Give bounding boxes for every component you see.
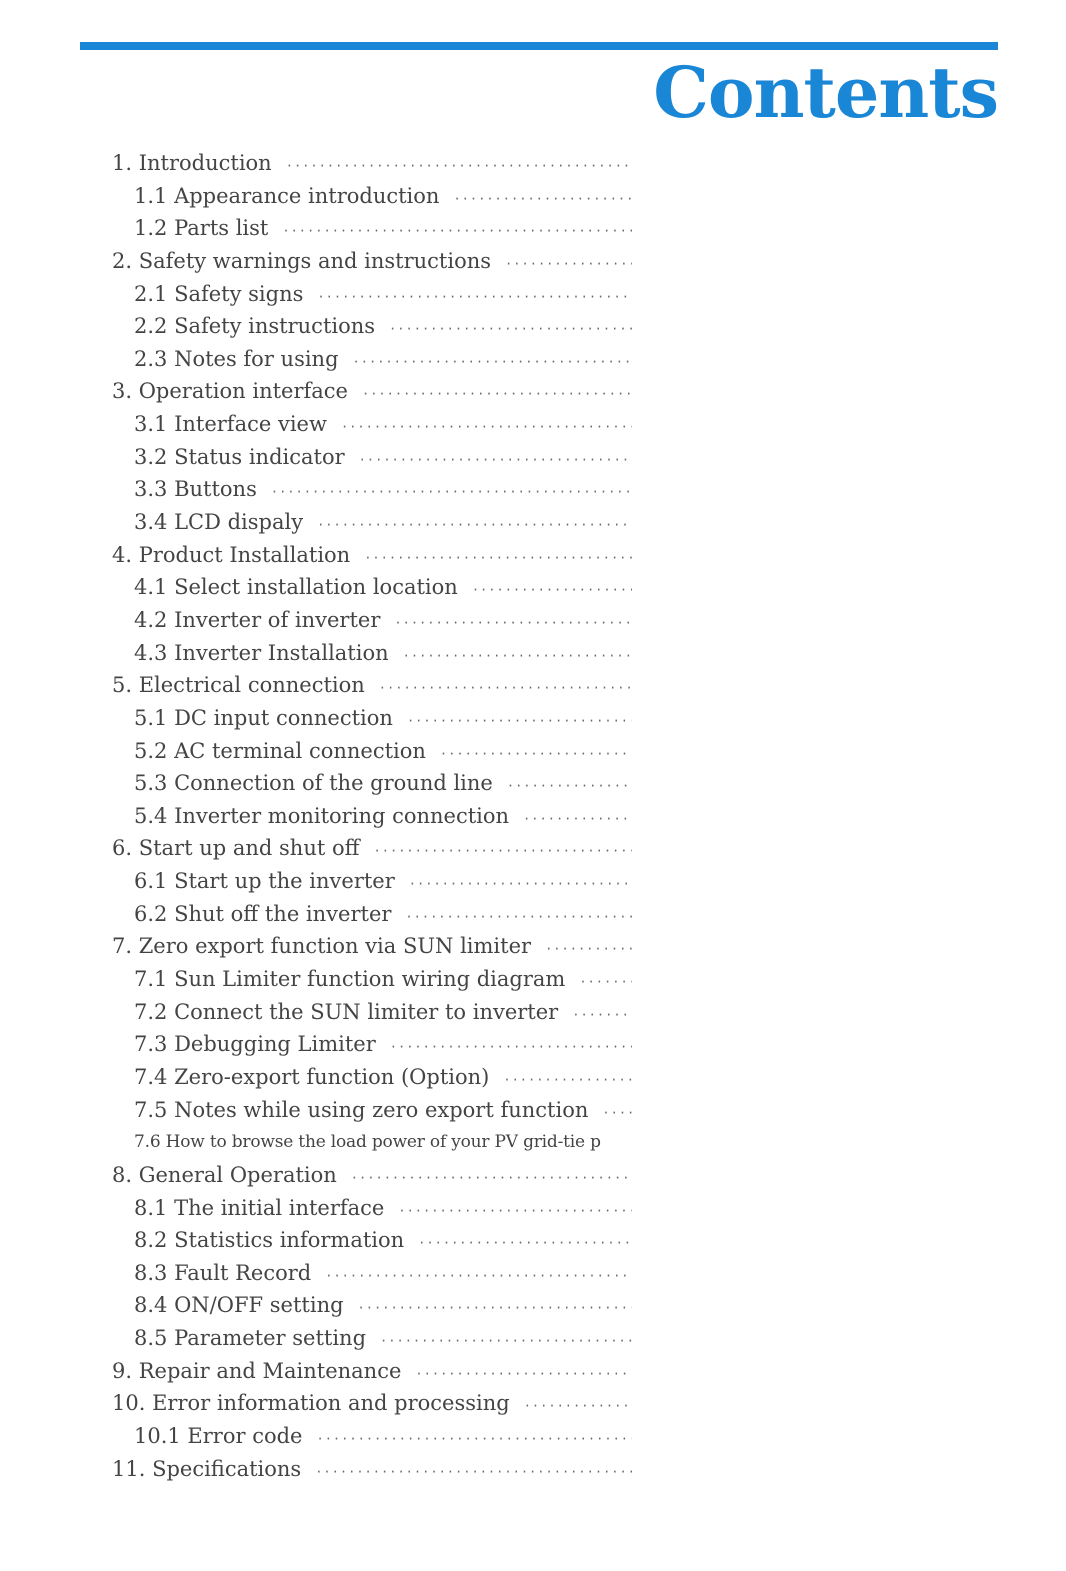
dot-leader	[358, 1292, 632, 1322]
toc-entry-label: 1.2 Parts list	[134, 216, 269, 241]
dot-leader	[418, 1227, 632, 1257]
dot-leader	[359, 444, 632, 474]
toc-entry-label: 3.2 Status indicator	[134, 444, 345, 469]
toc-entry[interactable]	[112, 963, 632, 996]
dot-leader	[524, 1390, 632, 1420]
dot-leader	[572, 999, 632, 1029]
toc-entry[interactable]	[112, 343, 632, 376]
dot-leader	[505, 248, 632, 278]
toc-entry[interactable]	[112, 278, 632, 311]
dot-leader	[374, 835, 632, 865]
toc-entry[interactable]	[112, 1061, 632, 1094]
toc-entry-label: 5.4 Inverter monitoring connection	[134, 803, 510, 828]
toc-entry[interactable]	[112, 702, 632, 735]
toc-entry[interactable]	[112, 1322, 632, 1355]
toc-entry[interactable]	[112, 408, 632, 441]
toc-entry-label: 8. General Operation	[112, 1162, 337, 1187]
toc-entry[interactable]	[112, 996, 632, 1029]
dot-leader	[325, 1260, 632, 1290]
toc-entry[interactable]	[112, 147, 632, 180]
dot-leader	[415, 1358, 632, 1388]
toc-entry-label: 3.3 Buttons	[134, 477, 257, 502]
toc-entry-label: 5.1 DC input connection	[134, 705, 393, 730]
dot-leader	[316, 1423, 632, 1453]
toc-entry[interactable]	[112, 1387, 632, 1420]
toc-entry-label: 5.3 Connection of the ground line	[134, 771, 493, 796]
toc-entry[interactable]	[112, 571, 632, 604]
toc-entry-label: 4.3 Inverter Installation	[134, 640, 389, 665]
toc-entry[interactable]	[112, 604, 632, 637]
dot-leader	[389, 313, 632, 343]
dot-leader	[523, 803, 632, 833]
dot-leader	[398, 1195, 632, 1225]
toc-entry[interactable]	[112, 1420, 632, 1453]
dot-leader	[271, 476, 632, 506]
toc-entry-label: 8.1 The initial interface	[134, 1195, 385, 1220]
toc-entry[interactable]	[112, 506, 632, 539]
toc-entry[interactable]	[112, 245, 632, 278]
toc-entry-label: 3. Operation interface	[112, 379, 348, 404]
dot-leader	[440, 738, 632, 768]
table-of-contents	[112, 147, 632, 1485]
toc-entry[interactable]	[112, 441, 632, 474]
toc-entry[interactable]	[112, 1126, 632, 1159]
toc-entry-label: 2.1 Safety signs	[134, 281, 304, 306]
toc-entry-label: 7.4 Zero-export function (Option)	[134, 1064, 490, 1089]
toc-entry-label: 1. Introduction	[112, 151, 272, 175]
toc-entry-label: 7.6 How to browse the load power of your PV grid-tie p	[134, 1132, 601, 1153]
dot-leader	[409, 868, 632, 898]
dot-leader	[407, 705, 632, 735]
dot-leader	[545, 933, 632, 963]
dot-leader	[380, 1325, 632, 1355]
toc-entry-label: 7.1 Sun Limiter function wiring diagram	[134, 967, 566, 992]
toc-entry-label: 6.1 Start up the inverter	[134, 869, 395, 894]
toc-entry-label: 10. Error information and processing	[112, 1391, 510, 1416]
toc-entry-label: 7.5 Notes while using zero export function	[134, 1097, 589, 1122]
dot-leader	[286, 150, 632, 180]
toc-entry-label: 4.2 Inverter of inverter	[134, 607, 381, 632]
dot-leader	[351, 1162, 632, 1192]
toc-entry-label: 5. Electrical connection	[112, 673, 365, 698]
toc-entry-label: 11. Specifications	[112, 1456, 302, 1481]
toc-entry-label: 10.1 Error code	[134, 1423, 303, 1448]
dot-leader	[282, 215, 632, 245]
dot-leader	[472, 574, 632, 604]
toc-entry[interactable]	[112, 735, 632, 768]
toc-entry-label: 4.1 Select installation location	[134, 575, 458, 600]
toc-entry[interactable]	[112, 1289, 632, 1322]
toc-entry[interactable]	[112, 1224, 632, 1257]
toc-entry[interactable]	[112, 1159, 632, 1192]
dot-leader	[507, 770, 632, 800]
dot-leader	[364, 542, 632, 572]
toc-entry[interactable]	[112, 1453, 632, 1486]
toc-entry[interactable]	[112, 865, 632, 898]
dot-leader	[390, 1031, 632, 1061]
toc-entry-label: 4. Product Installation	[112, 542, 351, 567]
toc-entry-label: 7. Zero export function via SUN limiter	[112, 934, 532, 959]
top-rule	[80, 42, 998, 50]
toc-entry-label: 8.5 Parameter setting	[134, 1326, 367, 1351]
toc-entry-label: 6.2 Shut off the inverter	[134, 901, 392, 926]
toc-entry[interactable]	[112, 637, 632, 670]
toc-entry[interactable]	[112, 1257, 632, 1290]
toc-entry[interactable]	[112, 1028, 632, 1061]
toc-entry-label: 5.2 AC terminal connection	[134, 738, 426, 763]
toc-entry[interactable]	[112, 1094, 632, 1127]
toc-entry-label: 7.3 Debugging Limiter	[134, 1032, 376, 1057]
dot-leader	[317, 509, 632, 539]
dot-leader	[394, 607, 632, 637]
toc-entry[interactable]	[112, 898, 632, 931]
toc-entry-label: 3.4 LCD dispaly	[134, 510, 304, 535]
dot-leader	[403, 640, 632, 670]
toc-entry[interactable]	[112, 473, 632, 506]
dot-leader	[579, 966, 632, 996]
toc-entry[interactable]	[112, 310, 632, 343]
toc-entry[interactable]	[112, 1192, 632, 1225]
toc-entry[interactable]	[112, 800, 632, 833]
toc-entry[interactable]	[112, 180, 632, 213]
toc-entry[interactable]	[112, 375, 632, 408]
page-title: Contents	[653, 51, 998, 134]
toc-entry-label: 3.1 Interface view	[134, 412, 327, 437]
toc-entry-label: 6. Start up and shut off	[112, 836, 360, 861]
dot-leader	[362, 378, 632, 408]
toc-entry-label: 1.1 Appearance introduction	[134, 183, 440, 208]
toc-entry-label: 8.2 Statistics information	[134, 1228, 405, 1253]
dot-leader	[405, 901, 632, 931]
toc-entry-label: 2.2 Safety instructions	[134, 314, 376, 339]
dot-leader	[317, 281, 632, 311]
toc-entry[interactable]	[112, 767, 632, 800]
dot-leader	[341, 411, 632, 441]
dot-leader	[379, 672, 632, 702]
toc-entry-label: 7.2 Connect the SUN limiter to inverter	[134, 999, 559, 1024]
dot-leader	[503, 1064, 632, 1094]
dot-leader	[315, 1456, 632, 1486]
toc-entry[interactable]	[112, 669, 632, 702]
toc-entry-label: 2.3 Notes for using	[134, 346, 339, 371]
dot-leader	[602, 1097, 632, 1127]
toc-entry[interactable]	[112, 930, 632, 963]
dot-leader	[453, 183, 632, 213]
toc-entry[interactable]	[112, 539, 632, 572]
toc-entry-label: 8.3 Fault Record	[134, 1260, 312, 1285]
toc-entry[interactable]	[112, 212, 632, 245]
toc-entry-label: 8.4 ON/OFF setting	[134, 1293, 344, 1318]
toc-entry-label: 2. Safety warnings and instructions	[112, 248, 492, 273]
dot-leader	[353, 346, 632, 376]
toc-entry-label: 9. Repair and Maintenance	[112, 1358, 402, 1383]
toc-entry[interactable]	[112, 1355, 632, 1388]
toc-entry[interactable]	[112, 832, 632, 865]
